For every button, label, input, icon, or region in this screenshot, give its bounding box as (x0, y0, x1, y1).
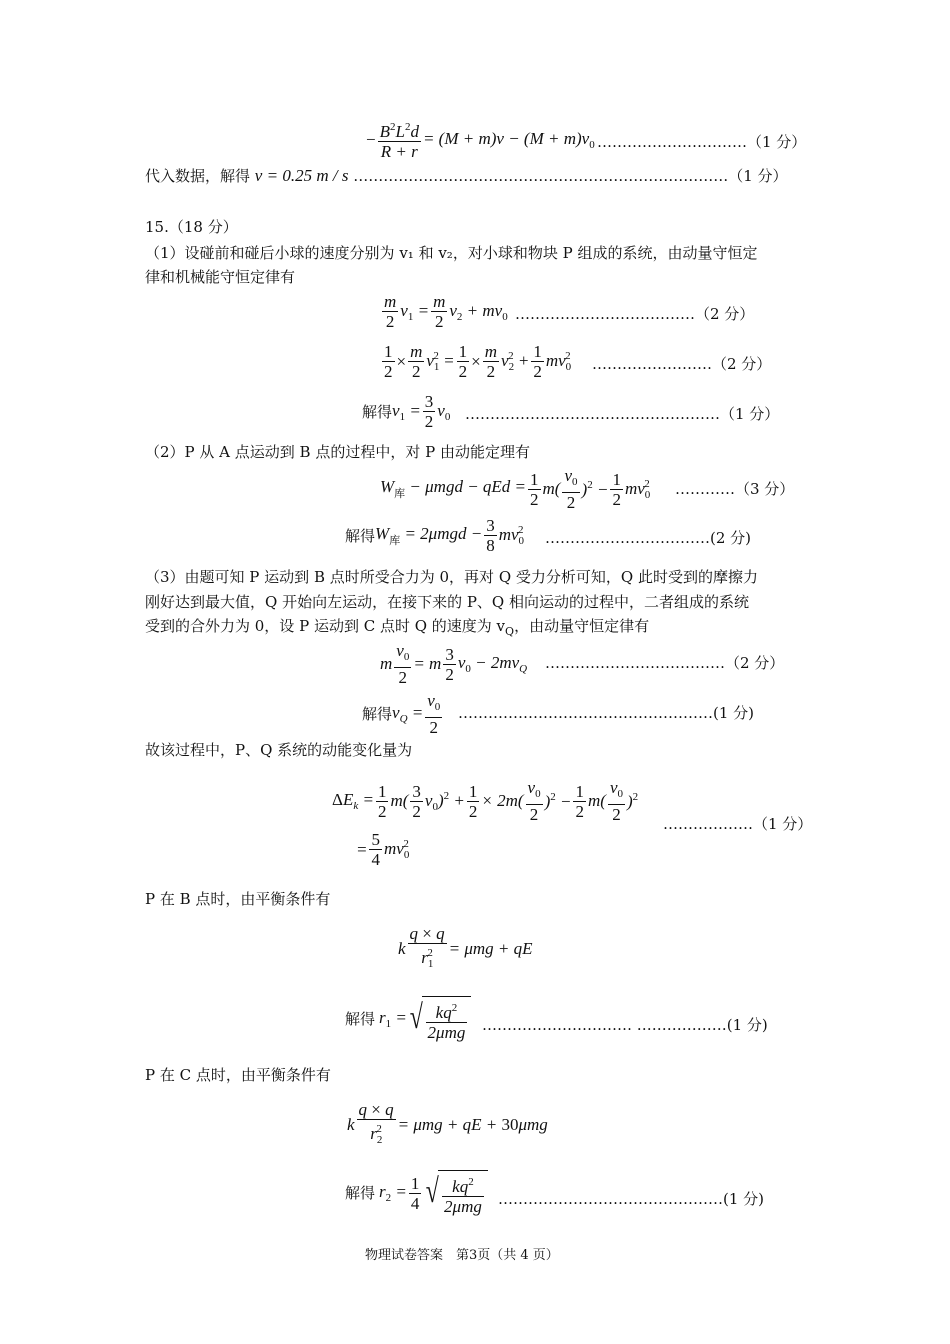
score-eq7: ……………………………………………(1 分) (458, 704, 755, 722)
score-eq10: ………………………… ………………(1 分) (482, 1016, 768, 1034)
equation-momentum-1: $\frac{m}{2}$ $v_1$ = $\frac{m}{2}$ $v_2 + mv_0$ (384, 292, 508, 331)
equation-kinetic-result: = $\frac{5}{4}$ $mv_0^2$ (356, 830, 410, 869)
part1-line1: （1）设碰前和碰后小球的速度分别为 v₁ 和 v₂，对小球和物块 P 组成的系统，由动量守恒定 (145, 244, 758, 262)
result-line-14: 代入数据，解得 v = 0.25 m / s …………………………………………………………………（1 分） (145, 166, 788, 185)
score-eq2: ……………………（2 分） (592, 355, 772, 373)
part3-line1: （3）由题可知 P 运动到 B 点时所受合力为 0，再对 Q 受力分析可知，Q 此时受到的摩擦力 (145, 568, 758, 586)
equation-momentum-2: m $\frac{v_0}{2}$ = m $\frac{3}{2}$ $v_0 - 2mv_Q$ (380, 641, 528, 687)
equation-14-final: − $\frac{B^2L^2d}{R + r}$ = $(M + m)v - (M + m)v_0$ (366, 118, 595, 161)
score-eq12: ………………………………………(1 分) (498, 1190, 765, 1208)
score-eq5: ……………………………(2 分) (545, 529, 752, 547)
equation-solve-w: 解得 $W_库 = 2\mu mgd$ − $\frac{3}{8}$ $mv_0^2$ (345, 516, 525, 555)
part2-line: （2）P 从 A 点运动到 B 点的过程中，对 P 由动能定理有 (145, 443, 530, 461)
score-eq1: ………………………………（2 分） (515, 305, 755, 323)
part3-line2: 刚好达到最大值，Q 开始向左运动，在接下来的 P、Q 相向运动的过程中，二者组成的系统 (145, 593, 749, 611)
equation-solve-r2: 解得 $r_2$ = $\frac{1}{4}$ √ $\frac{kq^2}{\text{2μmg}}$ (345, 1170, 488, 1216)
point-c-line: P 在 C 点时，由平衡条件有 (145, 1066, 331, 1084)
question-15-header: 15.（18 分） (145, 218, 238, 236)
score-eq4: …………（3 分） (675, 480, 795, 498)
equation-solve-r1: 解得 $r_1$ = √ $\frac{kq^2}{\text{2μmg}}$ (345, 996, 471, 1042)
part3-line3: 受到的合外力为 0，设 P 运动到 C 点时 Q 的速度为 $v_Q$，由动量守恒定律有 (145, 617, 650, 638)
equation-work-energy: $W_库 - \mu mgd$ − qEd = $\frac{1}{2}$ m( $\frac{v_0}{2}$ )$^2$ − $\frac{1}{2}$ $mv_0^2$ (380, 466, 651, 512)
kinetic-change-line: 故该过程中，P、Q 系统的动能变化量为 (145, 741, 413, 759)
page-footer: 物理试卷答案 第3页（共 4 页） (365, 1248, 559, 1263)
score-eq8: ………………（1 分） (663, 815, 813, 833)
equation-solve-v1: 解得 $v_1$ = $\frac{3}{2}$ $v_0$ (362, 392, 451, 431)
score-eq3: ……………………………………………（1 分） (465, 405, 780, 423)
equation-balance-b: k $\frac{q \times q}{r_1^2}$ = μmg + qE (398, 924, 533, 970)
equation-kinetic-change: $\Delta E_k$ = $\frac{1}{2}$ m( $\frac{3}{2}$ $v_0)^2$ + $\frac{1}{2}$ × 2m( $\frac{v_0}{2}$ )$^2$ − $\frac{1}{2}$ m( $\frac{v_0}{2}$ )$^2$ (332, 778, 639, 824)
equation-solve-vq: 解得 $v_Q$ = $\frac{v_0}{2}$ (362, 691, 441, 737)
equation-balance-c: k $\frac{q \times q}{r_2^2}$ = μmg + qE + 30μmg (347, 1100, 548, 1146)
part1-line2: 律和机械能守恒定律有 (145, 268, 296, 286)
score-eq14: …………………………（1 分） (597, 133, 807, 151)
point-b-line: P 在 B 点时，由平衡条件有 (145, 890, 331, 908)
equation-energy-1: $\frac{1}{2}$ × $\frac{m}{2}$ $v_1^2$ = $\frac{1}{2}$ × $\frac{m}{2}$ $v_2^2$ + $\frac{1}{2}$ $mv_0^2$ (384, 342, 572, 381)
score-eq6: ………………………………（2 分） (545, 654, 785, 672)
